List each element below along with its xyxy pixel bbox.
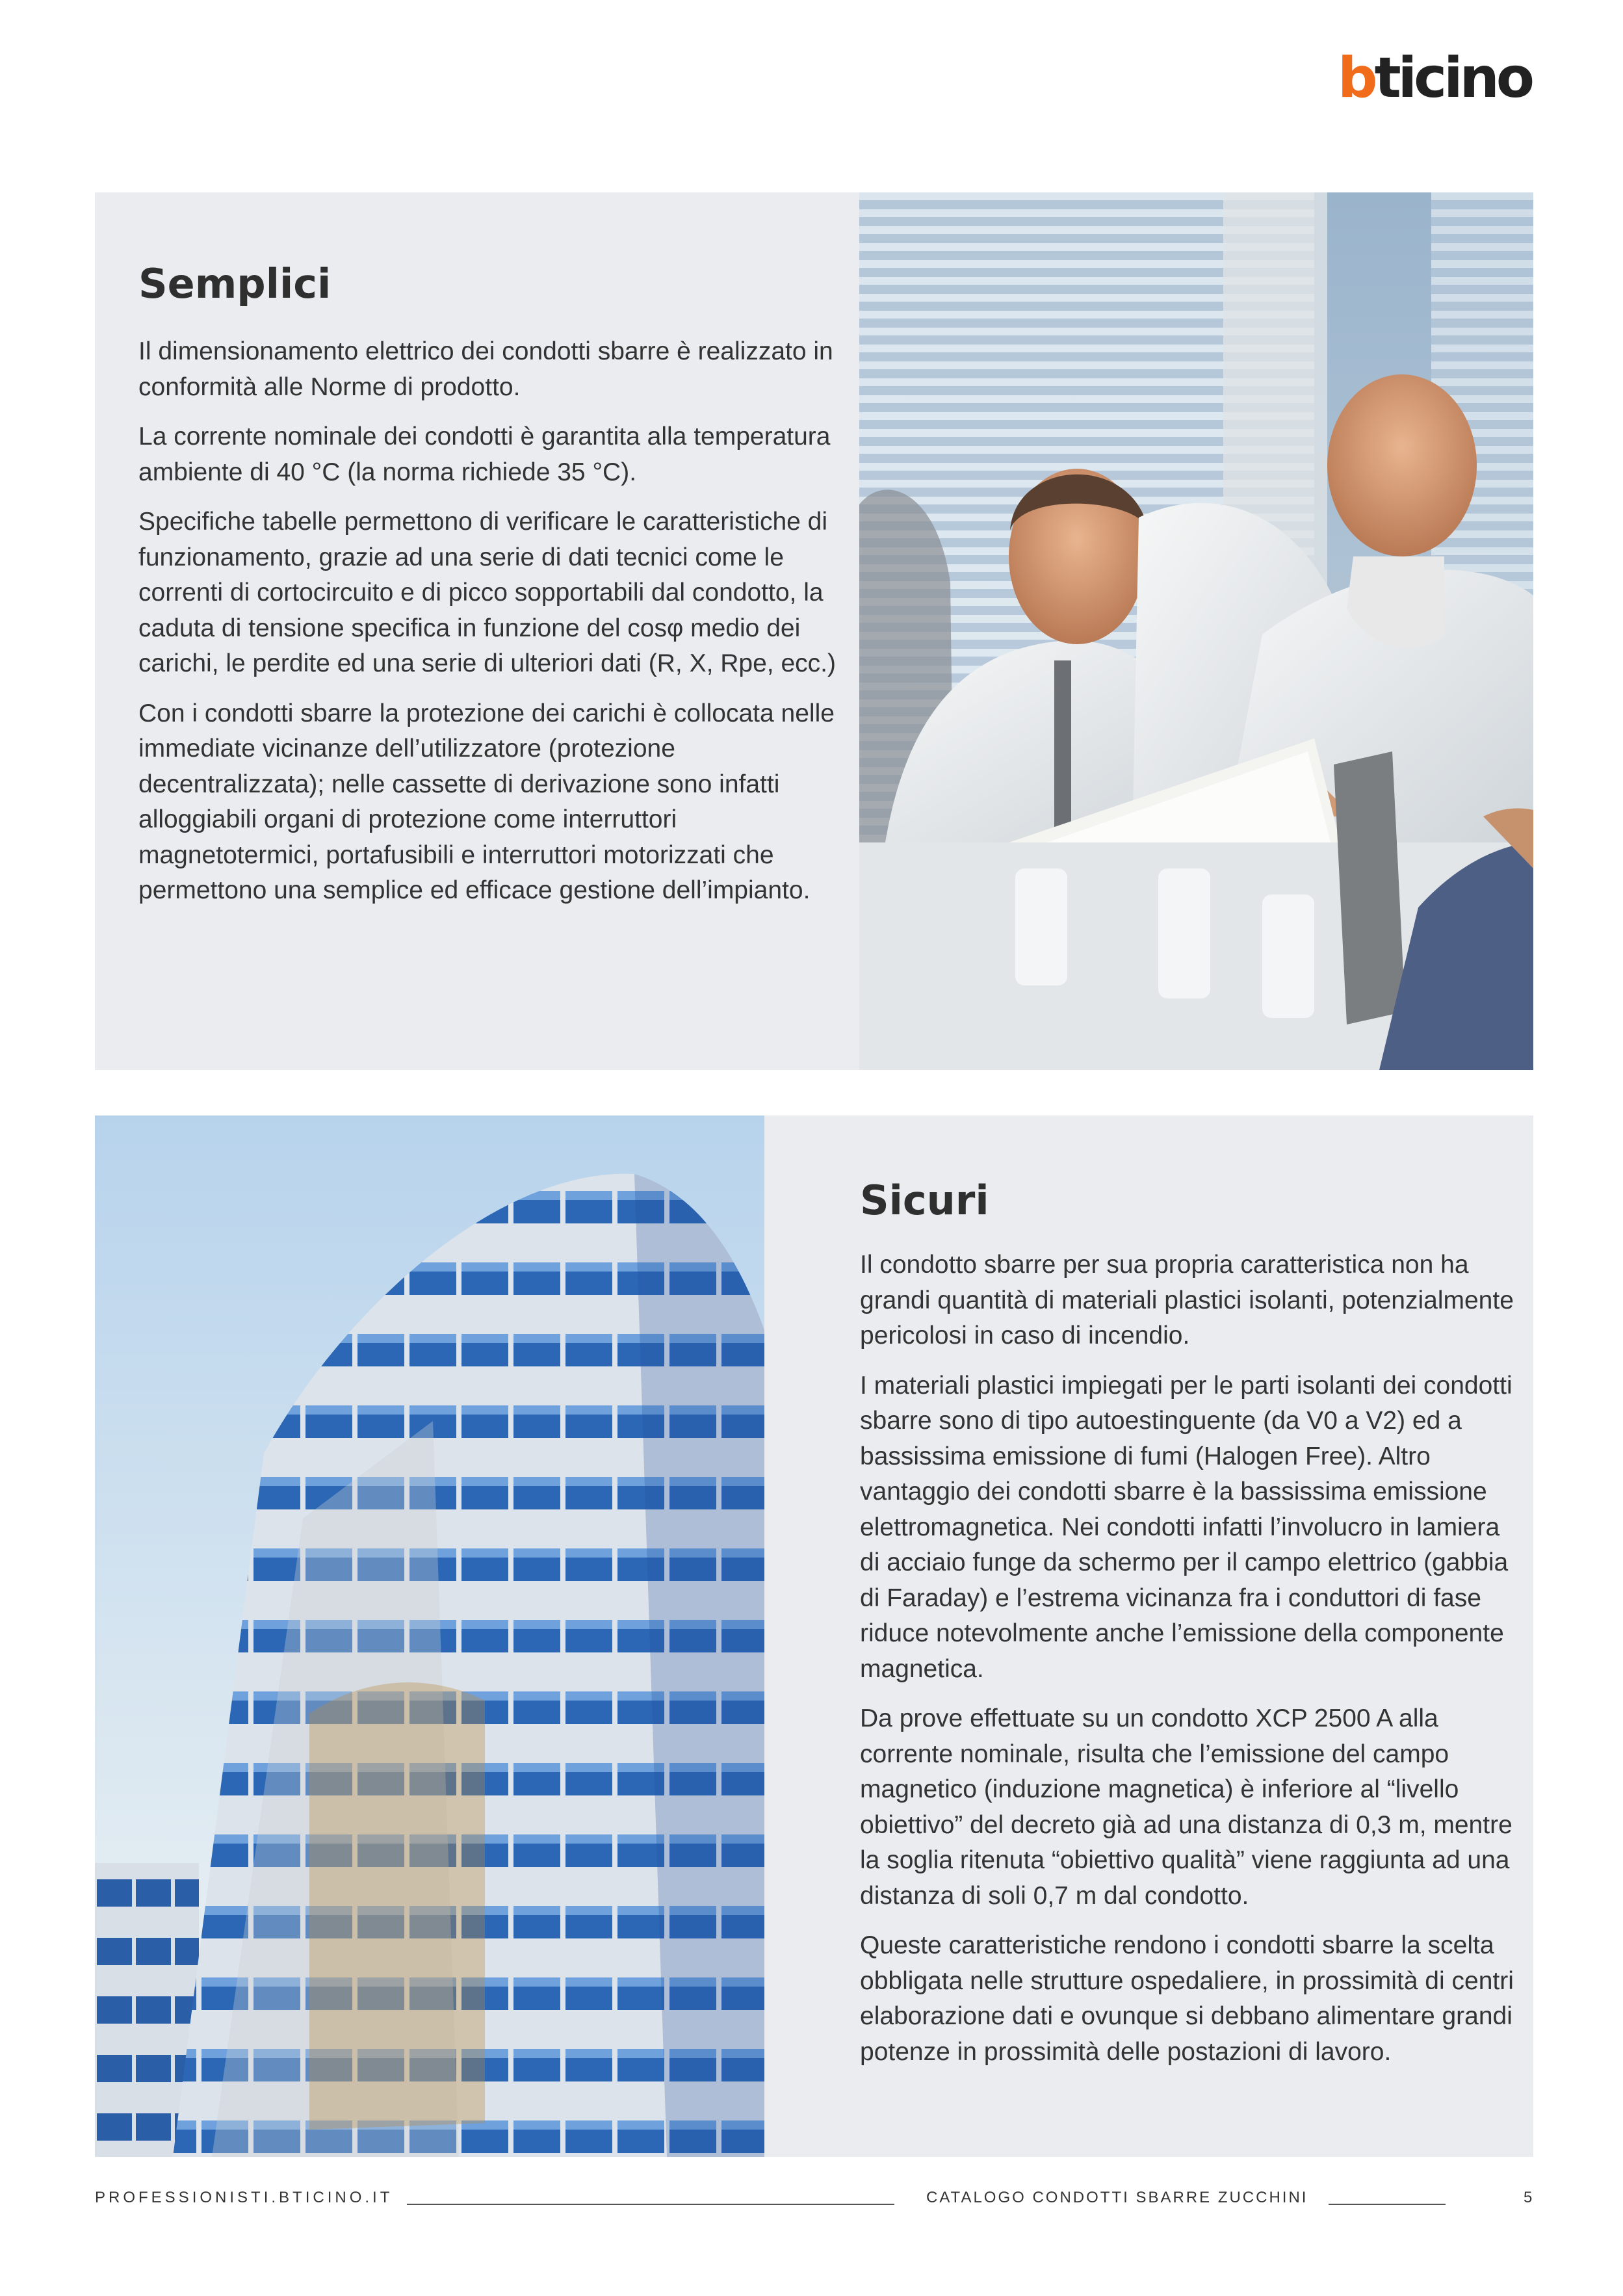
semplici-body (138, 334, 847, 923)
footer-divider (407, 2204, 894, 2205)
meeting-photo (859, 192, 1533, 1070)
footer-website: PROFESSIONISTI.BTICINO.IT (95, 2189, 393, 2206)
semplici-title: Semplici (138, 260, 331, 307)
semplici-paragraph: Il dimensionamento elettrico dei condotti sbarre è realizzato in conformità alle Norme di prodotto. (138, 337, 833, 401)
footer-catalog-title: CATALOGO CONDOTTI SBARRE ZUCCHINI (926, 2189, 1308, 2206)
sicuri-body (860, 1247, 1523, 2084)
sicuri-paragraph: Queste caratteristiche rendono i condotti sbarre la scelta obbligata nelle strutture ospedaliere, in prossimità di centri elaborazione dati e ovunque si debbano alimentare grandi potenze in prossimità delle postazioni di lavoro. (860, 1931, 1514, 2066)
sicuri-title: Sicuri (860, 1177, 989, 1224)
semplici-paragraph: Con i condotti sbarre la protezione dei carichi è collocata nelle immediate vicinanze dell’utilizzatore (protezione decentralizzata); nelle cassette di derivazione sono infatti alloggiabili organi di protezione come interruttori magnetotermici, portafusibili e interruttori motorizzati che permettono una semplice ed efficace gestione dell’impianto. (138, 699, 835, 904)
semplici-paragraph: Specifiche tabelle permettono di verificare le caratteristiche di funzionamento, grazie ad una serie di dati tecnici come le correnti di cortocircuito e di picco sopportabili dal condotto, la caduta di tensione specifica in funzione del cosφ medio dei carichi, le perdite ed una serie di ulteriori dati (R, X, Rpe, ecc.) (138, 508, 836, 677)
sicuri-paragraph: Da prove effettuate su un condotto XCP 2500 A alla corrente nominale, risulta che l’emissione del campo magnetico (induzione magnetica) è inferiore al “livello obiettivo” del decreto già ad una distanza di 0,3 m, mentre la soglia ritenuta “obiettivo qualità” viene raggiunta ad una distanza di soli 0,7 m dal condotto. (860, 1704, 1513, 1910)
bticino-logo: bticino (1338, 46, 1531, 111)
footer-divider (1329, 2204, 1446, 2205)
sicuri-paragraph: Il condotto sbarre per sua propria caratteristica non ha grandi quantità di materiali plastici isolanti, potenzialmente pericolosi in caso di incendio. (860, 1251, 1514, 1350)
sicuri-paragraph: I materiali plastici impiegati per le parti isolanti dei condotti sbarre sono di tipo autoestinguente (da V0 a V2) ed a bassissima emissione di fumi (Halogen Free). Altro vantaggio dei condotti sbarre è la bassissima emissione elettromagnetica. Nei condotti infatti l’involucro in lamiera di acciaio funge da schermo per il campo elettrico (gabbia di Faraday) e l’estrema vicinanza fra i conduttori di fase riduce notevolmente anche l’emissione della componente magnetica. (860, 1371, 1513, 1683)
page-number: 5 (1524, 2189, 1533, 2206)
office-building-photo (95, 1115, 764, 2157)
semplici-paragraph: La corrente nominale dei condotti è garantita alla temperatura ambiente di 40 °C (la norma richiede 35 °C). (138, 423, 831, 486)
